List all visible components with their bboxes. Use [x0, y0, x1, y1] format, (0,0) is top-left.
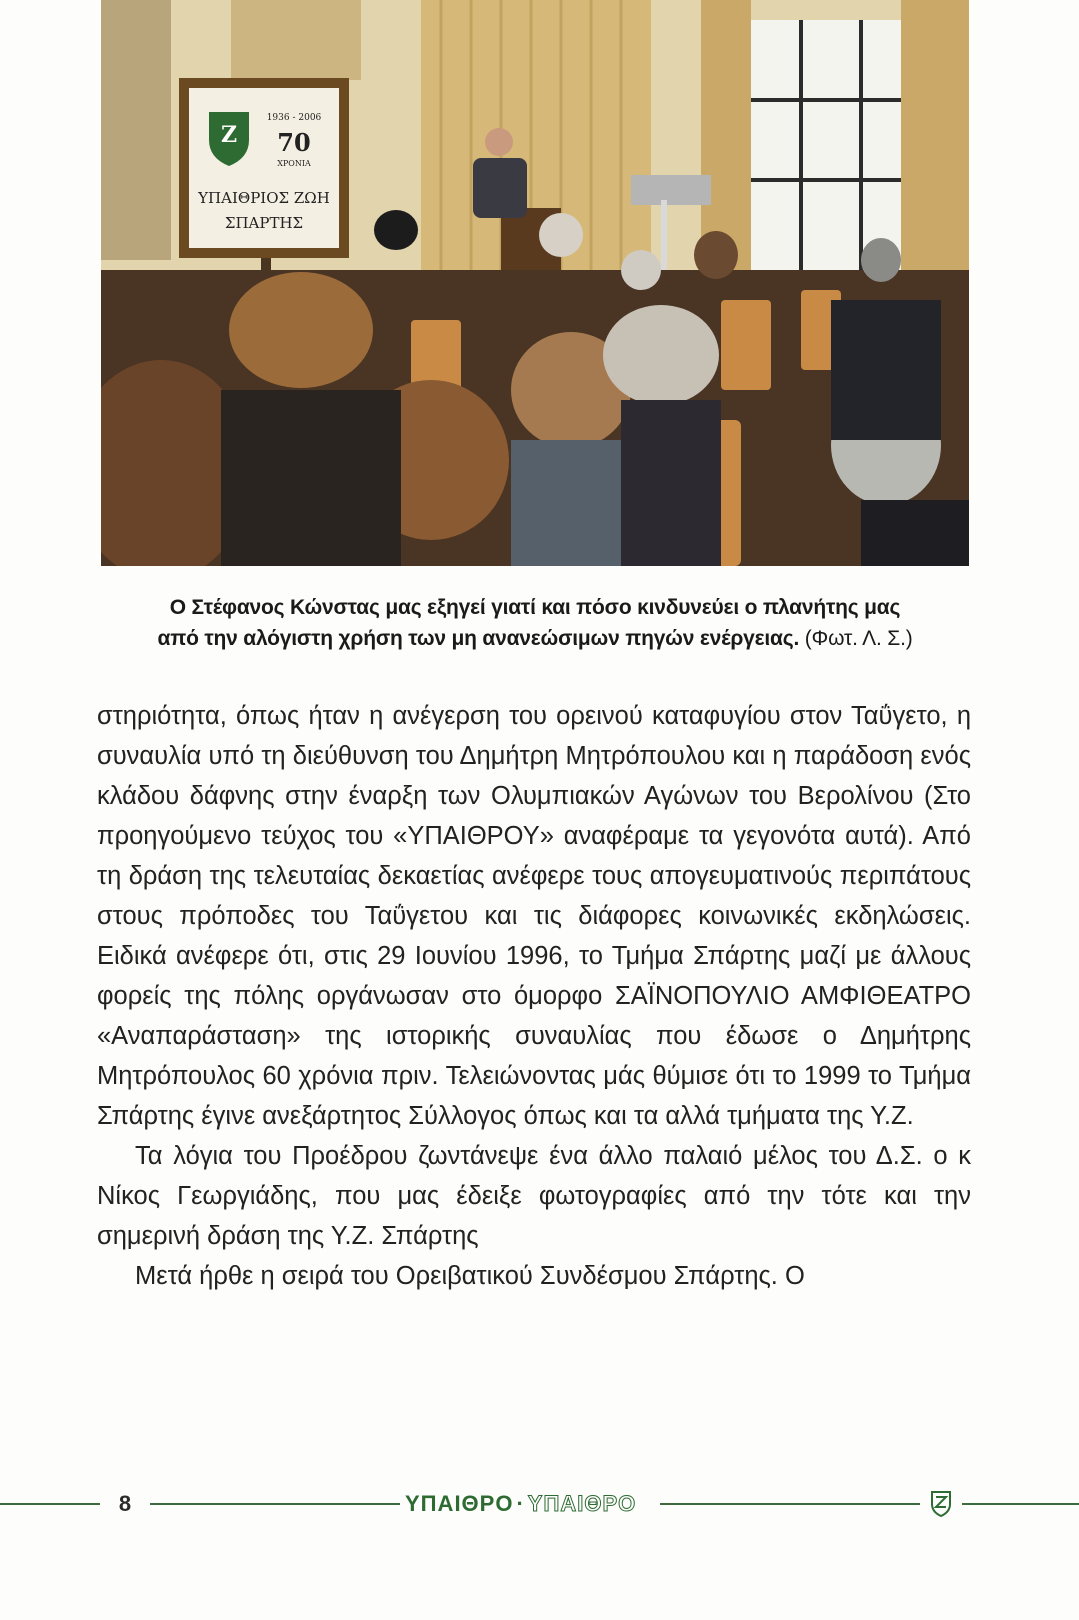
footer-rule-far-right: [962, 1503, 1079, 1505]
article-body: [97, 696, 971, 1296]
brand-separator: ·: [516, 1491, 525, 1516]
paragraph-1: στηριότητα, όπως ήταν η ανέγερση του ορεινού καταφυγίου στον Ταΰγετο, η συναυλία υπό τη διεύθυνση του Δημήτρη Μητρόπουλου και η παράδοση ενός κλάδου δάφνης στην έναρξη των Ολυμπιακών Αγώνων του Βερολίνου (Στο προηγούμενο τεύχος του «ΥΠΑΙΘΡΟΥ» αναφέραμε τα γεγονότα αυτά). Από τη δράση της τελευταίας δεκαετίας ανέφερε τους απογευματινούς περιπάτους στους πρόποδες του Ταΰγετου και τις διάφορες κοινωνικές εκδηλώσεις. Ειδικά ανέφερε ότι, στις 29 Ιουνίου 1996, το Τμήμα Σπάρτης μαζί με άλλους φορείς της πόλης οργάνωσαν στο όμορφο ΣΑΪΝΟΠΟΥΛΙΟ ΑΜΦΙΘΕΑΤΡΟ «Αναπαράσταση» της ιστορικής συναυλίας που έδωσε ο Δημήτρης Μητρόπουλος 60 χρόνια πριν. Τελειώνοντας μάς θύμισε ότι το 1999 το Τμήμα Σπάρτης έγινε ανεξάρτητος Σύλλογος όπως και τα αλλά τμήματα της Υ.Ζ.: [97, 702, 971, 1130]
magazine-brand: [405, 1488, 636, 1520]
page-number: 8: [118, 1491, 132, 1516]
banner-number: 70: [277, 128, 311, 157]
paragraph-2: Τα λόγια του Προέδρου ζωντάνεψε ένα άλλο παλαιό μέλος του Δ.Σ. ο κ Νίκος Γεωργιάδης, που μας έδειξε φωτογραφίες από την τότε και την σημερινή δράση της Υ.Ζ. Σπάρτης: [97, 1142, 971, 1250]
caption-line-2: [101, 623, 969, 654]
footer-rule-middle: [150, 1503, 400, 1505]
photo-caption: [101, 592, 969, 654]
banner-line2: ΣΠΑΡΤΗΣ: [224, 214, 304, 232]
shield-emblem-icon: [930, 1490, 952, 1518]
brand-name-outline: ΥΠΑΙΘΡΟ: [527, 1491, 637, 1516]
svg-text:Ζ: Ζ: [220, 122, 238, 148]
banner-line1: ΥΠΑΙΘΡΙΟΣ ΖΩΗ: [198, 189, 330, 207]
caption-line-1: Ο Στέφανος Κώνστας μας εξηγεί γιατί και πόσο κινδυνεύει ο πλανήτης μας: [169, 596, 901, 619]
page-footer: [0, 1488, 1079, 1520]
footer-rule-right: [660, 1503, 920, 1505]
event-photo: [101, 0, 969, 566]
photo-illustration: [101, 0, 969, 566]
paragraph-3: Μετά ήρθε η σειρά του Ορειβατικού Συνδέσμου Σπάρτης. Ο: [135, 1262, 805, 1290]
banner-word: ΧΡΟΝΙΑ: [277, 159, 311, 168]
footer-rule-left: [0, 1503, 100, 1505]
brand-name: ΥΠΑΙΘΡΟ: [405, 1491, 514, 1516]
banner-years: 1936 - 2006: [266, 113, 322, 123]
photo-credit: (Φωτ. Λ. Σ.): [804, 627, 913, 650]
caption-line-2-text: από την αλόγιστη χρήση των μη ανανεώσιμων πηγών ενέργειας.: [157, 627, 800, 650]
